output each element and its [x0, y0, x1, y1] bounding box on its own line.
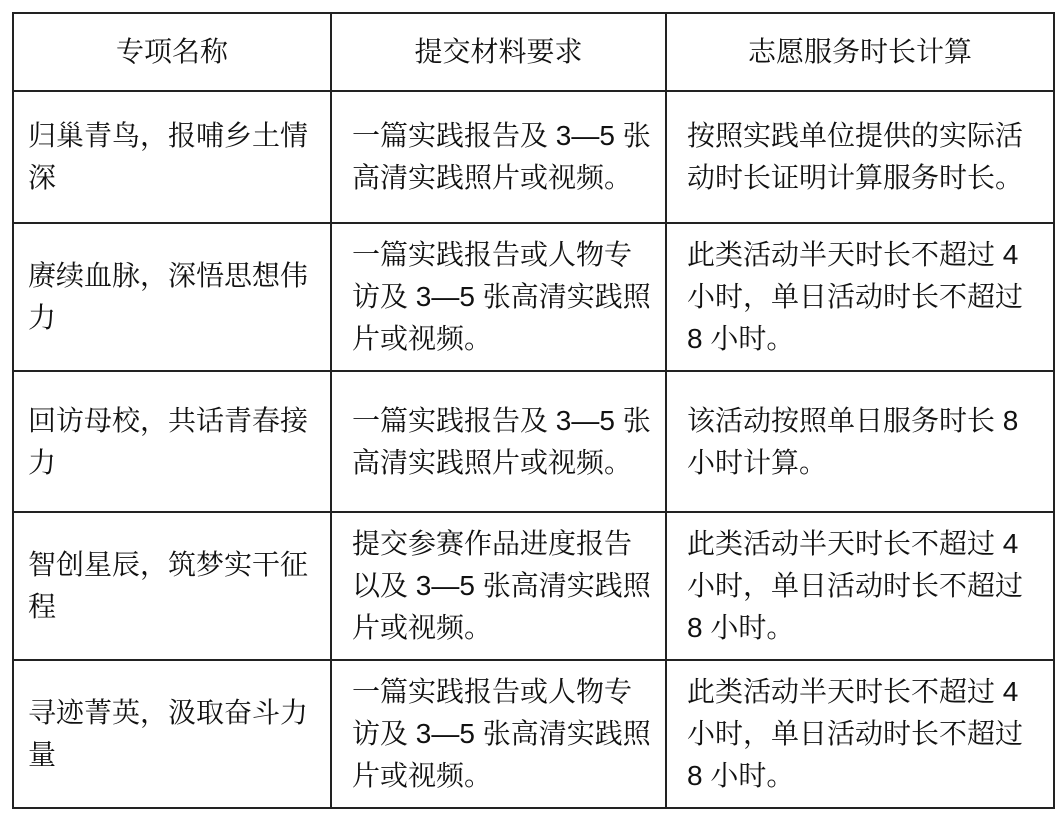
project-name-cell: 归巢青鸟，报哺乡土情深	[13, 91, 331, 223]
materials-cell: 一篇实践报告或人物专访及 3—5 张高清实践照片或视频。	[331, 660, 666, 808]
project-name-cell: 回访母校，共话青春接力	[13, 371, 331, 512]
project-name-cell: 智创星辰，筑梦实干征程	[13, 512, 331, 660]
table-row	[13, 512, 1054, 660]
volunteer-requirements-table	[12, 12, 1055, 809]
header-row	[13, 13, 1054, 91]
hours-cell: 此类活动半天时长不超过 4 小时，单日活动时长不超过 8 小时。	[666, 660, 1054, 808]
column-header-service-hours: 志愿服务时长计算	[666, 13, 1054, 91]
hours-cell: 此类活动半天时长不超过 4 小时，单日活动时长不超过 8 小时。	[666, 512, 1054, 660]
materials-cell: 一篇实践报告及 3—5 张高清实践照片或视频。	[331, 91, 666, 223]
table-row	[13, 91, 1054, 223]
materials-cell: 提交参赛作品进度报告以及 3—5 张高清实践照片或视频。	[331, 512, 666, 660]
hours-cell: 按照实践单位提供的实际活动时长证明计算服务时长。	[666, 91, 1054, 223]
hours-cell: 此类活动半天时长不超过 4 小时，单日活动时长不超过 8 小时。	[666, 223, 1054, 371]
materials-cell: 一篇实践报告或人物专访及 3—5 张高清实践照片或视频。	[331, 223, 666, 371]
project-name-cell: 寻迹菁英，汲取奋斗力量	[13, 660, 331, 808]
table-row	[13, 223, 1054, 371]
table-row	[13, 660, 1054, 808]
table-row	[13, 371, 1054, 512]
hours-cell: 该活动按照单日服务时长 8 小时计算。	[666, 371, 1054, 512]
column-header-material-requirements: 提交材料要求	[331, 13, 666, 91]
project-name-cell: 赓续血脉，深悟思想伟力	[13, 223, 331, 371]
column-header-project-name: 专项名称	[13, 13, 331, 91]
materials-cell: 一篇实践报告及 3—5 张高清实践照片或视频。	[331, 371, 666, 512]
